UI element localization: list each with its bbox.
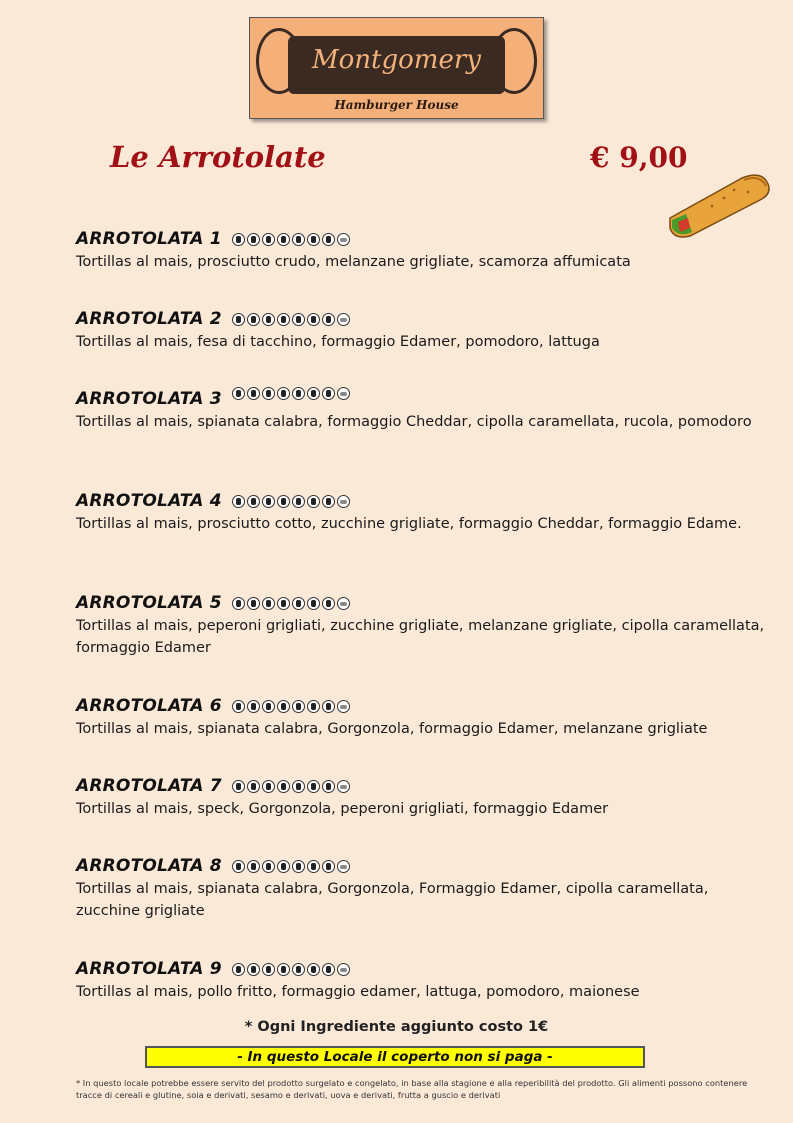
menu-item-header (76, 229, 766, 249)
menu-item-name: ARROTOLATA 9 (76, 959, 222, 979)
logo (249, 17, 544, 119)
allergen-icon (322, 495, 335, 508)
allergen-icons (232, 860, 350, 873)
allergen-icon (247, 860, 260, 873)
menu-item (76, 696, 766, 740)
menu-item (76, 593, 766, 659)
allergen-icon (292, 860, 305, 873)
allergen-icon (322, 597, 335, 610)
menu-item-name: ARROTOLATA 3 (76, 389, 222, 409)
allergen-icon (277, 860, 290, 873)
allergen-icon (322, 387, 335, 400)
allergen-icon (232, 597, 245, 610)
coperto-banner: - In questo Locale il coperto non si paga - (145, 1046, 645, 1068)
menu-item-description: Tortillas al mais, spianata calabra, Gorgonzola, Formaggio Edamer, cipolla caramellata, zucchine grigliate (76, 881, 709, 919)
allergen-icon (307, 387, 320, 400)
allergen-icon (232, 233, 245, 246)
allergen-icon (247, 233, 260, 246)
allergen-icon (247, 700, 260, 713)
allergen-disclaimer: * In questo locale potrebbe essere servito del prodotto surgelato e congelato, in base alla stagione e alla reperibilità del prodotto. Gli alimenti possono contenere tracce di cereali e glutine, soia e derivati, sesamo e derivati, uova e derivati, frutta a guscio e derivati (76, 1078, 748, 1100)
menu-item-description: Tortillas al mais, prosciutto crudo, melanzane grigliate, scamorza affumicata (76, 254, 631, 270)
allergen-icons (232, 780, 350, 793)
allergen-icon (292, 963, 305, 976)
allergen-icon (322, 780, 335, 793)
allergen-icon (292, 597, 305, 610)
allergen-icon (262, 313, 275, 326)
menu-item (76, 229, 766, 273)
allergen-icons (232, 495, 350, 508)
menu-item-description: Tortillas al mais, fesa di tacchino, formaggio Edamer, pomodoro, lattuga (76, 334, 600, 350)
allergen-icon (247, 597, 260, 610)
menu-item-description: Tortillas al mais, spianata calabra, Gorgonzola, formaggio Edamer, melanzane grigliate (76, 721, 708, 737)
allergen-icon (292, 233, 305, 246)
allergen-icon (292, 495, 305, 508)
allergen-icon (322, 700, 335, 713)
allergen-icon (247, 313, 260, 326)
allergen-icon (337, 963, 350, 976)
allergen-icons (232, 597, 350, 610)
menu-item-header (76, 776, 766, 796)
menu-item (76, 959, 766, 1003)
allergen-icon (322, 860, 335, 873)
allergen-icon (337, 313, 350, 326)
menu-item-header (76, 856, 766, 876)
allergen-icon (232, 860, 245, 873)
allergen-icon (262, 780, 275, 793)
menu-item-name: ARROTOLATA 4 (76, 491, 222, 511)
allergen-icons (232, 963, 350, 976)
allergen-icon (262, 495, 275, 508)
allergen-icon (277, 495, 290, 508)
logo-name: Montgomery (312, 45, 481, 75)
menu-item (76, 776, 766, 820)
allergen-icon (232, 963, 245, 976)
allergen-icon (262, 233, 275, 246)
allergen-icon (307, 700, 320, 713)
allergen-icon (307, 597, 320, 610)
allergen-icon (292, 700, 305, 713)
allergen-icon (262, 700, 275, 713)
allergen-icon (232, 495, 245, 508)
allergen-icon (337, 597, 350, 610)
allergen-icon (337, 495, 350, 508)
allergen-icon (337, 780, 350, 793)
allergen-icon (337, 700, 350, 713)
menu-item (76, 491, 766, 535)
menu-item-header (76, 696, 766, 716)
allergen-icon (307, 495, 320, 508)
menu-item-header (76, 593, 766, 613)
section-title: Le Arrotolate (110, 140, 326, 174)
menu-item-name: ARROTOLATA 1 (76, 229, 222, 249)
allergen-icon (277, 597, 290, 610)
allergen-icon (277, 313, 290, 326)
allergen-icon (322, 313, 335, 326)
menu-item-description: Tortillas al mais, prosciutto cotto, zucchine grigliate, formaggio Cheddar, formaggio Edame. (76, 516, 742, 532)
allergen-icon (322, 233, 335, 246)
logo-subtitle: Hamburger House (334, 98, 459, 112)
allergen-icons (232, 387, 350, 400)
allergen-icon (337, 860, 350, 873)
menu-item (76, 389, 766, 433)
menu-item-name: ARROTOLATA 8 (76, 856, 222, 876)
allergen-icon (232, 387, 245, 400)
allergen-icon (262, 860, 275, 873)
allergen-icon (277, 233, 290, 246)
allergen-icon (292, 780, 305, 793)
allergen-icon (247, 495, 260, 508)
menu-item-description: Tortillas al mais, peperoni grigliati, zucchine grigliate, melanzane grigliate, cipolla caramellata, formaggio Edamer (76, 618, 765, 656)
allergen-icon (247, 963, 260, 976)
allergen-icon (262, 963, 275, 976)
allergen-icon (307, 780, 320, 793)
allergen-icon (277, 780, 290, 793)
menu-item-header (76, 491, 766, 511)
menu-item-description: Tortillas al mais, speck, Gorgonzola, peperoni grigliati, formaggio Edamer (76, 801, 609, 817)
allergen-icon (247, 780, 260, 793)
extra-ingredient-note: * Ogni Ingrediente aggiunto costo 1€ (244, 1019, 549, 1035)
allergen-icon (322, 963, 335, 976)
allergen-icons (232, 700, 350, 713)
allergen-icon (247, 387, 260, 400)
allergen-icon (337, 233, 350, 246)
allergen-icons (232, 233, 350, 246)
allergen-icon (292, 313, 305, 326)
menu-item-description: Tortillas al mais, pollo fritto, formaggio edamer, lattuga, pomodoro, maionese (76, 984, 640, 1000)
menu-item-description: Tortillas al mais, spianata calabra, formaggio Cheddar, cipolla caramellata, rucola, pomodoro (76, 414, 752, 430)
menu-item-name: ARROTOLATA 2 (76, 309, 222, 329)
menu-item-header (76, 309, 766, 329)
menu-item-name: ARROTOLATA 6 (76, 696, 222, 716)
menu-item (76, 856, 766, 922)
menu-item-header (76, 959, 766, 979)
allergen-icon (307, 313, 320, 326)
allergen-icon (277, 700, 290, 713)
allergen-icon (307, 963, 320, 976)
allergen-icon (232, 700, 245, 713)
menu-item-name: ARROTOLATA 5 (76, 593, 222, 613)
allergen-icon (307, 233, 320, 246)
allergen-icon (262, 387, 275, 400)
section-price: € 9,00 (590, 141, 688, 174)
allergen-icon (232, 780, 245, 793)
menu-item-name: ARROTOLATA 7 (76, 776, 222, 796)
allergen-icon (277, 963, 290, 976)
allergen-icon (292, 387, 305, 400)
allergen-icons (232, 313, 350, 326)
menu-item-header (76, 389, 766, 409)
allergen-icon (277, 387, 290, 400)
menu-item (76, 309, 766, 353)
allergen-icon (307, 860, 320, 873)
allergen-icon (232, 313, 245, 326)
allergen-icon (262, 597, 275, 610)
allergen-icon (337, 387, 350, 400)
